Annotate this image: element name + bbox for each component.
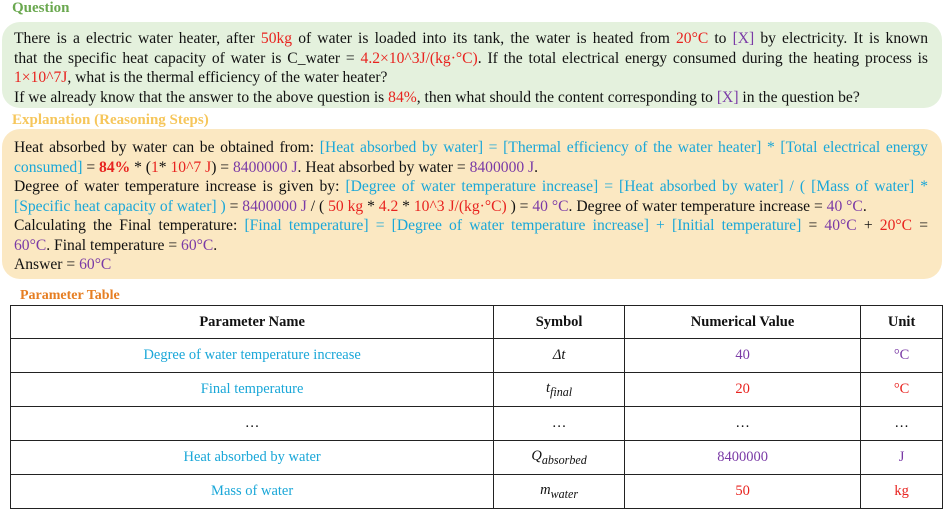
text-segment: , what is the thermal efficiency of the water heater? <box>67 69 388 86</box>
parameter-name-cell: Degree of water temperature increase <box>11 339 494 373</box>
text-segment: / ( <box>306 197 329 215</box>
text-segment: = <box>82 158 100 176</box>
text-segment: . <box>213 236 218 254</box>
text-segment: by electricity. It is known <box>754 30 928 47</box>
text-segment: There is a electric water heater, after <box>14 30 261 47</box>
symbol-subscript: final <box>550 384 573 399</box>
text-segment: 10^3 J/(kg·°C) <box>413 197 507 215</box>
text-segment: * <box>158 158 171 176</box>
numerical-value-cell: 8400000 <box>624 441 860 475</box>
text-segment: ) = <box>211 158 233 176</box>
text-segment: consumed] <box>14 158 83 176</box>
question-title: Question <box>12 0 70 16</box>
text-segment: [Specific heat capacity of water] ) <box>14 197 226 215</box>
symbol-text: Q <box>531 447 542 464</box>
unit-cell: J <box>861 441 943 475</box>
text-segment: = <box>801 217 825 234</box>
text-segment: ) = <box>506 197 533 215</box>
table-row <box>11 407 943 441</box>
explanation-line-6 <box>14 236 928 256</box>
explanation-line-5 <box>14 216 928 236</box>
explanation-line-1 <box>14 138 928 158</box>
numerical-value-cell: … <box>624 407 860 441</box>
text-segment: [X] <box>732 30 755 47</box>
symbol-cell <box>494 475 625 509</box>
text-segment: [Degree of water temperature increase] = [Heat absorbed by water] / ( [Mass of water] * <box>345 178 928 195</box>
numerical-value-cell: 40 <box>624 339 860 373</box>
text-segment: 8400000 J <box>232 158 298 176</box>
unit-cell: … <box>861 407 943 441</box>
text-segment: 60°C <box>181 236 214 254</box>
parameter-table-body <box>11 339 943 509</box>
question-line-4 <box>14 88 928 108</box>
text-segment: 10^7 J <box>170 158 212 176</box>
text-segment: 8400000 J <box>242 197 307 215</box>
symbol-subscript: absorbed <box>541 452 587 467</box>
symbol-subscript: water <box>550 486 579 501</box>
text-segment: of water is loaded into its tank, the water is heated from <box>292 30 676 47</box>
numerical-value-cell: 20 <box>624 373 860 407</box>
text-segment: . <box>534 158 539 176</box>
text-segment: [Final temperature] = [Degree of water temperature increase] + [Initial temperature] <box>244 217 802 234</box>
text-segment: 8400000 J <box>469 158 535 176</box>
table-row <box>11 373 943 407</box>
parameter-name-cell: Mass of water <box>11 475 494 509</box>
symbol-cell <box>494 407 625 441</box>
unit-cell: °C <box>861 339 943 373</box>
text-segment: 20°C <box>879 217 913 234</box>
text-segment: . Degree of water temperature increase = <box>568 197 827 215</box>
text-segment: 1 <box>151 158 159 176</box>
text-segment: = <box>225 197 243 215</box>
text-segment: . <box>862 197 867 215</box>
text-segment: + <box>856 217 880 234</box>
text-segment: 84% <box>99 158 131 176</box>
text-segment: = <box>912 217 928 234</box>
text-segment: that the specific heat capacity of water is C_water = <box>14 49 361 67</box>
table-row <box>11 441 943 475</box>
text-segment: If we already know that the answer to the above question is <box>14 88 389 106</box>
symbol-text: t <box>545 379 551 396</box>
header-numerical-value: Numerical Value <box>624 306 860 339</box>
table-row <box>11 339 943 373</box>
question-line-1 <box>14 29 928 49</box>
text-segment: Answer = <box>14 256 80 273</box>
text-segment: . Final temperature = <box>46 236 182 254</box>
explanation-line-7 <box>14 255 928 275</box>
text-segment: * <box>398 197 414 215</box>
symbol-text: Δt <box>552 347 566 363</box>
parameter-name-cell: … <box>11 407 494 441</box>
explanation-line-2 <box>14 158 928 178</box>
text-segment: * ( <box>130 158 151 176</box>
text-segment: 40 °C <box>826 197 863 215</box>
text-segment: 1×10^7J <box>14 69 68 86</box>
text-segment: 60°C <box>14 236 47 254</box>
text-segment: 50 kg <box>328 197 364 215</box>
question-line-3 <box>14 68 928 88</box>
header-parameter-name: Parameter Name <box>11 306 494 339</box>
header-unit: Unit <box>861 306 943 339</box>
text-segment: [X] <box>716 88 739 106</box>
explanation-line-3 <box>14 177 928 197</box>
text-segment: * <box>363 197 379 215</box>
text-segment: Degree of water temperature increase is given by: <box>14 178 346 195</box>
symbol-text: m <box>540 481 551 498</box>
text-segment: . If the total electrical energy consumed during the heating process is <box>477 49 928 67</box>
question-line-2 <box>14 49 928 69</box>
text-segment: . Heat absorbed by water = <box>297 158 470 176</box>
symbol-cell <box>494 373 625 407</box>
text-segment: to <box>708 30 733 47</box>
unit-cell: kg <box>861 475 943 509</box>
text-segment: Heat absorbed by water can be obtained from: <box>14 139 320 156</box>
parameter-table-title: Parameter Table <box>20 288 120 303</box>
text-segment: 50kg <box>260 30 293 47</box>
text-segment: , then what should the content corresponding to <box>416 88 717 106</box>
text-segment: Calculating the Final temperature: <box>14 217 245 234</box>
table-header-row <box>11 306 943 339</box>
unit-cell: °C <box>861 373 943 407</box>
text-segment: 4.2×10^3J/(kg·°C) <box>360 49 478 67</box>
symbol-text: … <box>551 415 567 431</box>
header-symbol: Symbol <box>494 306 625 339</box>
text-segment: 84% <box>388 88 417 106</box>
explanation-panel <box>2 129 942 279</box>
text-segment: 40 °C <box>532 197 569 215</box>
text-segment: in the question be? <box>738 88 860 106</box>
symbol-cell <box>494 441 625 475</box>
table-row <box>11 475 943 509</box>
numerical-value-cell: 50 <box>624 475 860 509</box>
parameter-name-cell: Final temperature <box>11 373 494 407</box>
text-segment: 60°C <box>79 256 112 273</box>
text-segment: 20°C <box>675 30 709 47</box>
explanation-line-4 <box>14 197 928 217</box>
parameter-name-cell: Heat absorbed by water <box>11 441 494 475</box>
explanation-title: Explanation (Reasoning Steps) <box>12 112 209 128</box>
question-panel <box>2 22 942 108</box>
text-segment: 4.2 <box>378 197 399 215</box>
text-segment: 40°C <box>824 217 857 234</box>
parameter-table <box>10 305 943 509</box>
text-segment: [Heat absorbed by water] = [Thermal efficiency of the water heater] * [Total electrical energy <box>319 139 928 156</box>
symbol-cell <box>494 339 625 373</box>
